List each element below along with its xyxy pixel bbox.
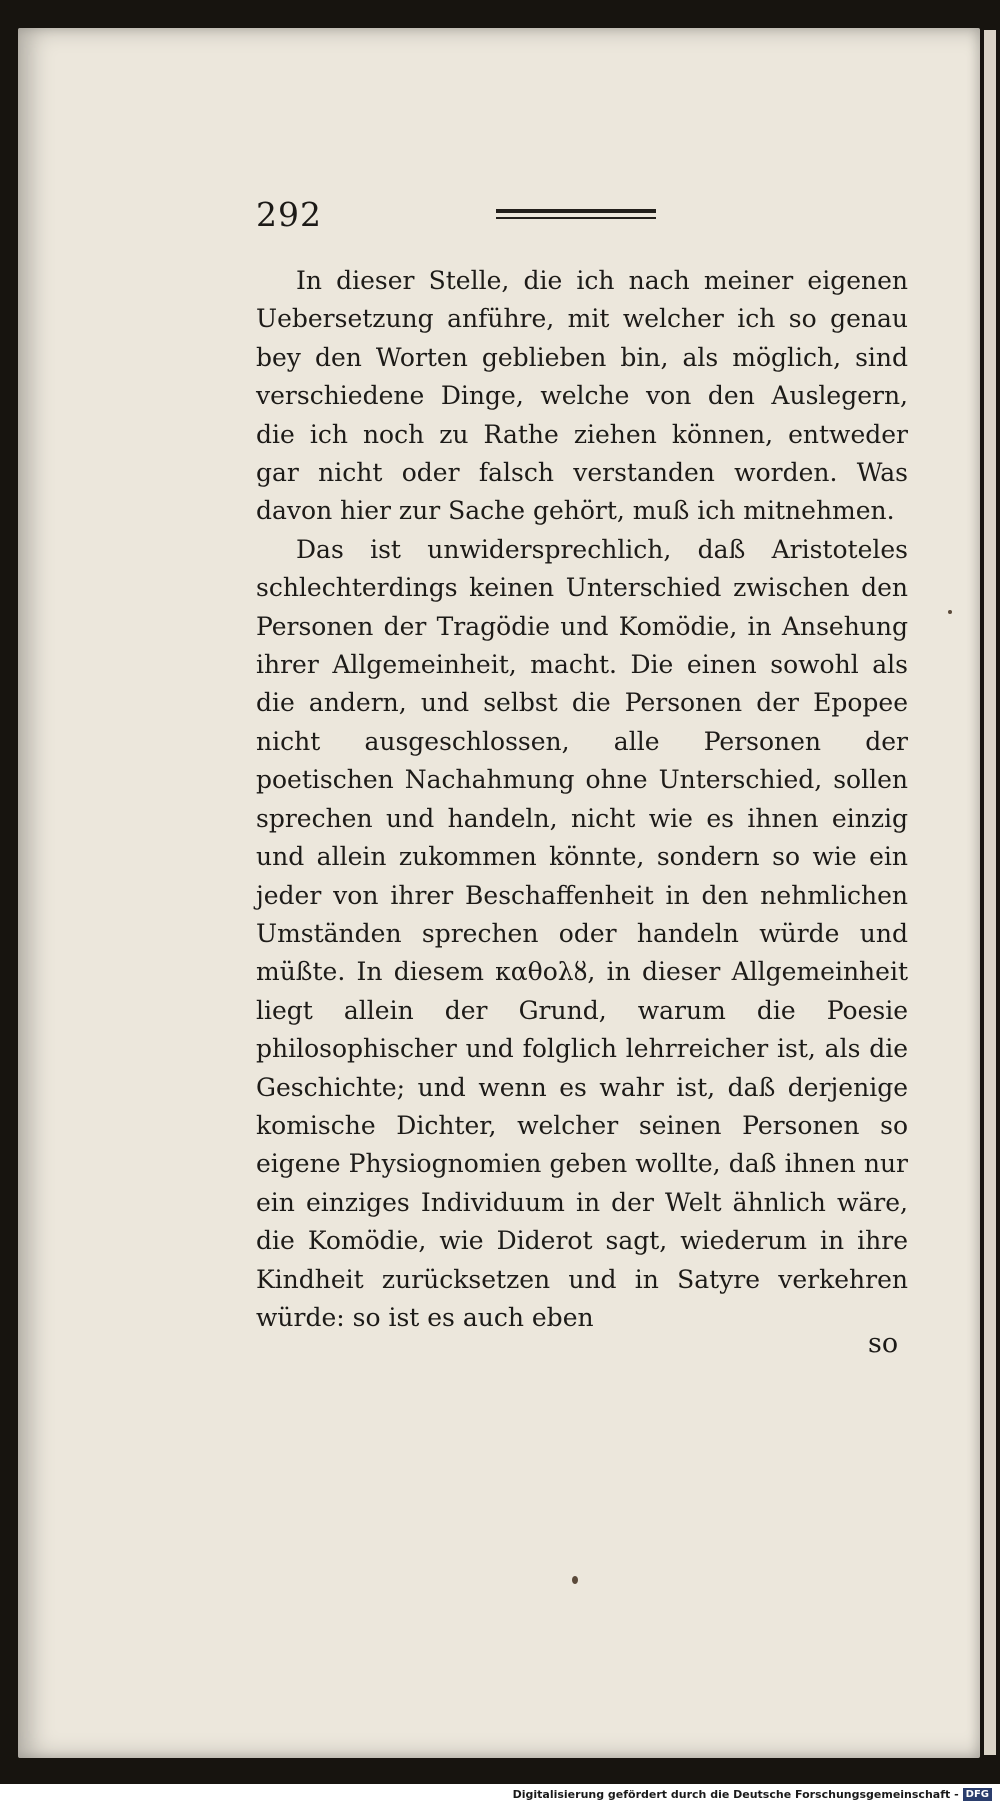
footer-credit <box>513 1788 992 1801</box>
page-header <box>256 195 916 235</box>
paper-speck <box>948 610 952 614</box>
paper-speck <box>572 1576 578 1584</box>
header-rule-thick <box>496 209 656 213</box>
footer-bar <box>0 1784 1000 1811</box>
paragraph-1: In dieser Stelle, die ich nach meiner eigenen Uebersetzung anführe, mit welcher ich so genau bey den Worten geblieben bin, als möglich, sind verschiedene Dinge, welche von den Auslegern, die ich noch zu Rathe ziehen können, entweder gar nicht oder falsch verstanden worden. Was davon hier zur Sache gehört, muß ich mitnehmen. <box>256 266 908 526</box>
catchword: so <box>868 1328 899 1359</box>
dfg-logo-icon: DFG <box>963 1788 992 1801</box>
page-number: 292 <box>256 195 322 234</box>
header-rule-thin <box>496 217 656 219</box>
body-text <box>256 262 908 1337</box>
paragraph-2: Das ist unwidersprechlich, daß Aristoteles schlechterdings keinen Unterschied zwischen den Personen der Tragödie und Komödie, in Ansehung ihrer Allgemeinheit, macht. Die einen sowohl als die andern, und selbst die Personen der Epopee nicht ausgeschlossen, alle Personen der poetischen Nachahmung ohne Unterschied, sollen sprechen und handeln, nicht wie es ihnen einzig und allein zukommen könnte, sondern so wie ein jeder von ihrer Beschaffenheit in den nehmlichen Umständen sprechen oder handeln würde und müßte. In diesem καθολȣ, in dieser Allgemeinheit liegt allein der Grund, warum die Poesie philosophischer und folglich lehrreicher ist, als die Geschichte; und wenn es wahr ist, daß derjenige komische Dichter, welcher seinen Personen so eigene Physiognomien geben wollte, daß ihnen nur ein einziges Individuum in der Welt ähnlich wäre, die Komödie, wie Diderot sagt, wiederum in ihre Kindheit zurücksetzen und in Satyre verkehren würde: so ist es auch eben <box>256 534 908 1332</box>
footer-credit-text: Digitalisierung gefördert durch die Deutsche Forschungsgemeinschaft - <box>512 1788 959 1801</box>
header-rule <box>496 209 656 219</box>
page-edge <box>984 30 996 1755</box>
